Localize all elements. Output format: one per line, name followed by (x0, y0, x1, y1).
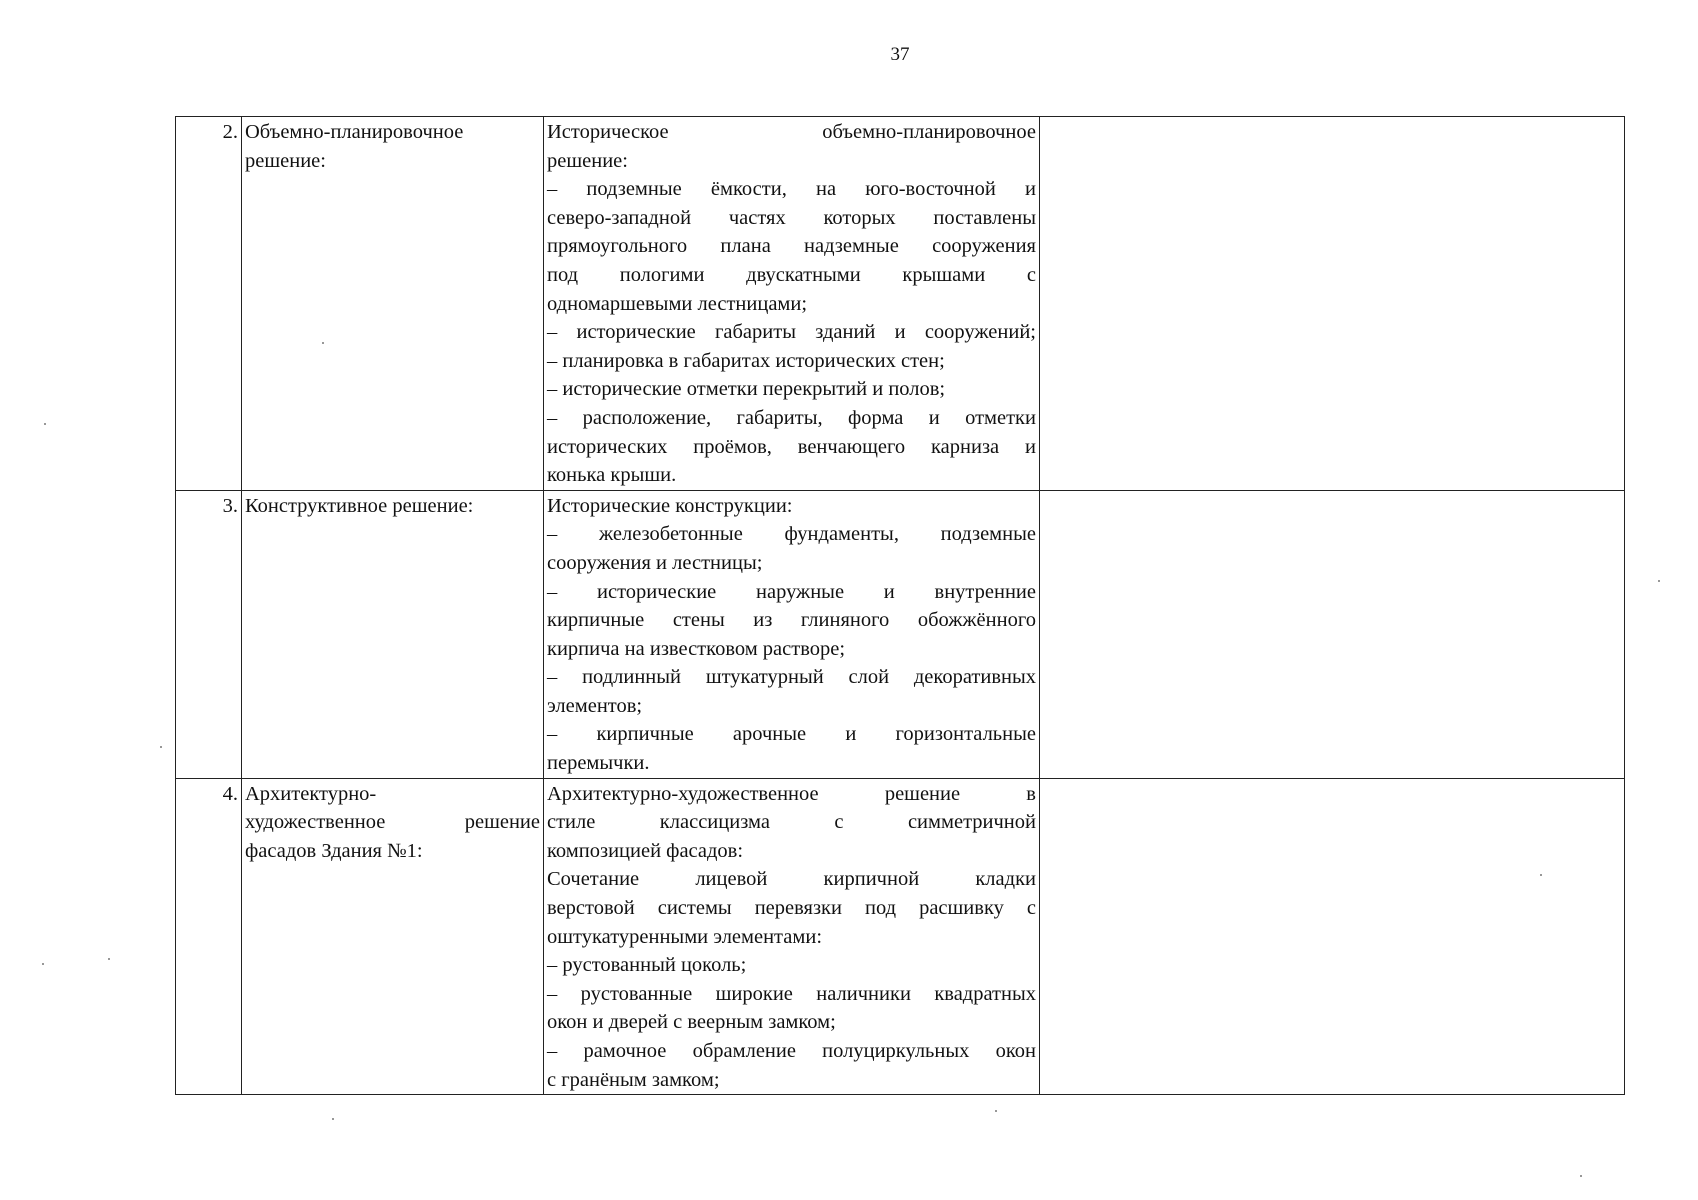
scan-speck (1540, 874, 1542, 876)
row-description (544, 117, 1040, 491)
description-line: – железобетонные фундаменты, подземные (547, 523, 1036, 546)
scan-speck (1658, 580, 1660, 582)
description-line: северо-западной частях которых поставлены (547, 206, 1036, 229)
description-line: сооружения и лестницы; (547, 551, 763, 574)
description-line: – планировка в габаритах исторических стен; (547, 349, 945, 372)
row-description (544, 778, 1040, 1095)
table-body (176, 117, 1625, 1095)
scan-speck (1580, 1175, 1582, 1177)
description-line: одномаршевыми лестницами; (547, 292, 808, 315)
description-line: – рустованные широкие наличники квадратных (547, 982, 1036, 1005)
scan-speck (332, 1118, 334, 1120)
row-number: 3. (176, 490, 242, 778)
row-title-line: решение: (245, 149, 326, 172)
description-line: под пологими двускатными крышами с (547, 263, 1036, 286)
description-line: кирпича на известковом растворе; (547, 637, 846, 660)
row-description (544, 490, 1040, 778)
row-title (242, 490, 544, 778)
description-line: – расположение, габариты, форма и отметки (547, 406, 1036, 429)
row-title (242, 117, 544, 491)
description-line: Архитектурно-художественное решение в (547, 782, 1036, 805)
empty-cell (1040, 117, 1625, 491)
description-line: – исторические габариты зданий и сооружений; (547, 321, 1036, 344)
table-row (176, 490, 1625, 778)
description-line: перемычки. (547, 752, 650, 775)
row-title (242, 778, 544, 1095)
description-line: решение: (547, 149, 628, 172)
scan-speck (322, 342, 324, 344)
scan-speck (160, 746, 162, 748)
description-line: – кирпичные арочные и горизонтальные (547, 723, 1036, 746)
description-line: верстовой системы перевязки под расшивку с (547, 897, 1036, 920)
scan-speck (108, 958, 110, 960)
row-title-line: Конструктивное решение: (245, 494, 474, 517)
description-line: – исторические отметки перекрытий и полов; (547, 378, 946, 401)
description-line: – подземные ёмкости, на юго-восточной и (547, 178, 1036, 201)
scan-speck (995, 1110, 997, 1112)
empty-cell (1040, 490, 1625, 778)
description-line: с гранёным замком; (547, 1068, 720, 1091)
description-line: – исторические наружные и внутренние (547, 580, 1036, 603)
description-line: оштукатуренными элементами: (547, 925, 823, 948)
description-line: композицией фасадов: (547, 839, 744, 862)
table-row (176, 117, 1625, 491)
row-title-line: художественное решение (245, 811, 540, 834)
row-title-line: Объемно-планировочное (245, 121, 464, 143)
description-line: Сочетание лицевой кирпичной кладки (547, 868, 1036, 891)
scan-speck (44, 423, 46, 425)
description-line: – рамочное обрамление полуциркульных окон (547, 1040, 1036, 1062)
scan-speck (42, 963, 44, 965)
row-title-line: Архитектурно- (245, 782, 377, 805)
description-line: окон и дверей с веерным замком; (547, 1011, 836, 1034)
description-line: Исторические конструкции: (547, 494, 793, 517)
row-number: 4. (176, 778, 242, 1095)
table-row (176, 778, 1625, 1095)
description-line: – подлинный штукатурный слой декоративных (547, 666, 1036, 689)
description-line: Историческое объемно-планировочное (547, 121, 1036, 143)
description-line: прямоугольного плана надземные сооружения (547, 235, 1036, 258)
page-number: 37 (890, 44, 910, 65)
description-line: – рустованный цоколь; (547, 954, 747, 977)
description-line: элементов; (547, 694, 643, 717)
empty-cell (1040, 778, 1625, 1095)
row-number: 2. (176, 117, 242, 491)
row-title-line: фасадов Здания №1: (245, 839, 423, 862)
description-line: исторических проёмов, венчающего карниза и (547, 435, 1036, 458)
document-table (175, 116, 1625, 1095)
description-line: стиле классицизма с симметричной (547, 811, 1036, 834)
description-line: кирпичные стены из глиняного обожжённого (547, 609, 1036, 632)
description-line: конька крыши. (547, 464, 677, 487)
